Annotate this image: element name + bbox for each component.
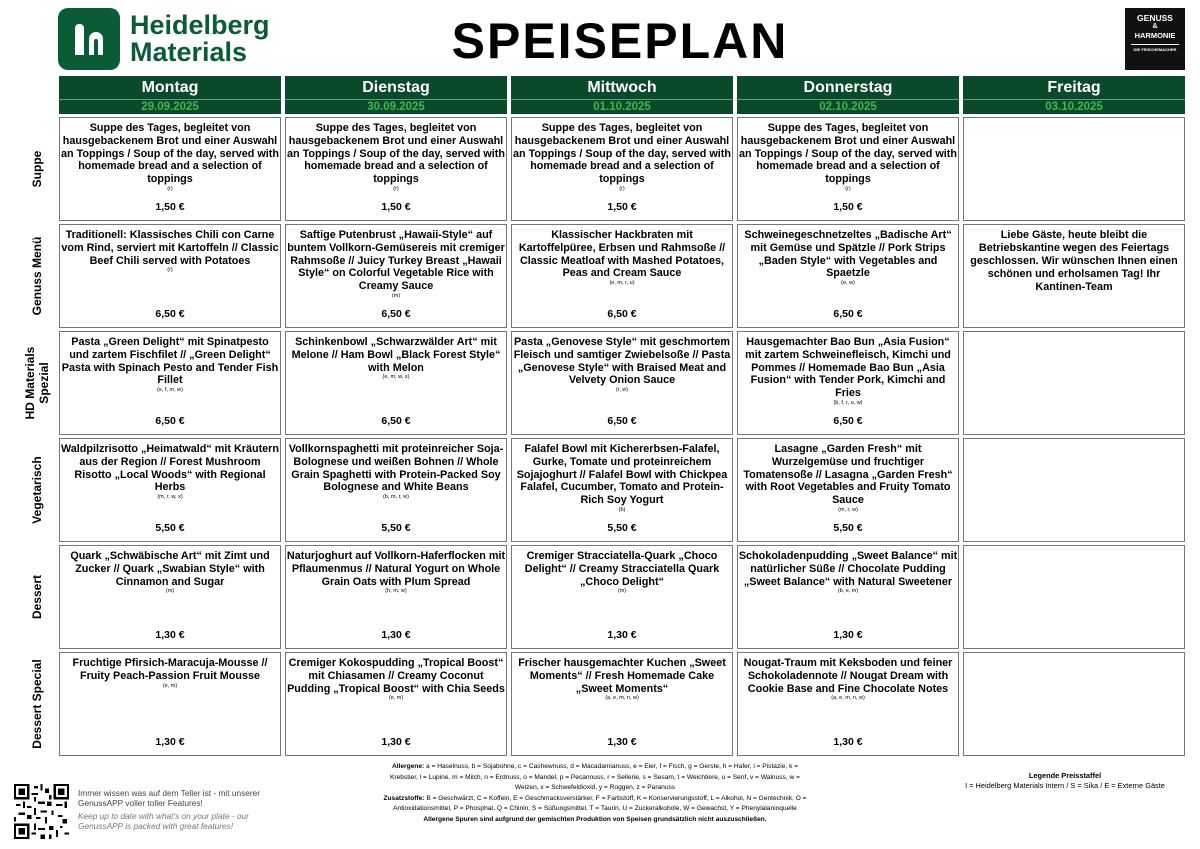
- brand-name: [130, 12, 270, 66]
- menu-cell: Nougat-Traum mit Keksboden und feiner Schokoladennote // Nougat Dream with Cookie Base and Fine Chocolate Notes (a, e, m, n, w) 1,30 €: [737, 652, 959, 756]
- row-label-vegetarisch: Vegetarisch: [30, 456, 44, 524]
- allergene-label: Allergene:: [391, 763, 425, 770]
- date-donnerstag: 02.10.2025: [737, 99, 959, 114]
- menu-cell-empty: [963, 545, 1185, 649]
- zusatz-text: B = Geschwärzt, C = Koffein, E = Geschmacksverstärker, F = Farbstoff, K = Konservierungsstoff, L = Alkohol, N = Gentechnik, O = Antioxidationsmittel, P = Phosphat, Q = Chinin, S = Süßungsmittel, T = Taurin, U = Zuckeralkohole, W = Gewachst, Y = Phenylalaninquelle: [393, 794, 807, 813]
- menu-cell: Schinkenbowl „Schwarzwälder Art“ mit Melone // Ham Bowl „Black Forest Style“ with Melon (e, m, w, x) 6,50 €: [285, 331, 507, 435]
- price-legend-text: I = Heidelberg Materials Intern / S = Sika / E = Externe Gäste: [965, 781, 1165, 790]
- brand-line-2: Materials: [130, 37, 248, 67]
- menu-cell-empty: [963, 438, 1185, 542]
- allergene-text: a = Haselnuss, b = Sojabohne, c = Cashewnuss, d = Macadamianuss, e = Eier, f = Fisch, g = Gerste, h = Hafer, i = Pistazie, k = Krebstier, l = Lupine, m = Milch, n = Erdnuss, o = Mandel, p = Pecannuss, r = Sellerie, s = Sesam, t = Weichtiere, u = Senf, v = Walnuss, w = Weizen, x = Schwefeldioxid, y = Roggen, z = Paranuss: [390, 763, 800, 792]
- menu-cell: Cremiger Kokospudding „Tropical Boost“ mit Chiasamen // Creamy Coconut Pudding „Tropical Boost“ with Chia Seeds (e, m) 1,30 €: [285, 652, 507, 756]
- closed-notice-cell: [963, 224, 1185, 328]
- day-header-freitag: Freitag: [963, 76, 1185, 99]
- row-label-genuss-menu: Genuss Menü: [30, 236, 44, 316]
- menu-cell: Suppe des Tages, begleitet von hausgebackenem Brot und einer Auswahl an Toppings / Soup of the day, served with homemade bread and a selection of toppings (r) 1,50 €: [737, 117, 959, 221]
- menu-cell: Schokoladenpudding „Sweet Balance“ mit natürlicher Süße // Chocolate Pudding „Sweet Balance“ with Natural Sweetener (b, e, m) 1,30 €: [737, 545, 959, 649]
- menu-cell: Falafel Bowl mit Kichererbsen-Falafel, Gurke, Tomate und proteinreichem Sojajoghurt // Falafel Bowl with Chickpea Falafel, Cucumber, Tomato and Protein-Rich Soy Yogurt (b) 5,50 €: [511, 438, 733, 542]
- badge-line-3: DIE FRISCHEMACHER: [1133, 47, 1177, 52]
- menu-cell: Vollkornspaghetti mit proteinreicher Soja-Bolognese und weißen Bohnen // Whole Grain Spaghetti with Protein-Packed Soy Bolognese and White Beans (b, m, r, w) 5,50 €: [285, 438, 507, 542]
- heidelberg-logo-icon: [58, 8, 120, 70]
- date-montag: 29.09.2025: [59, 99, 281, 114]
- page-title: SPEISEPLAN: [451, 13, 789, 69]
- date-mittwoch: 01.10.2025: [511, 99, 733, 114]
- menu-cell: Traditionell: Klassisches Chili con Carne vom Rind, serviert mit Kartoffeln // Classic Beef Chili served with Potatoes (r) 6,50 €: [59, 224, 281, 328]
- genuss-harmonie-logo: [1125, 8, 1185, 70]
- menu-cell-empty: [963, 331, 1185, 435]
- price-legend-title: Legende Preisstaffel: [1028, 771, 1102, 780]
- day-header-donnerstag: Donnerstag: [737, 76, 959, 99]
- day-header-mittwoch: Mittwoch: [511, 76, 733, 99]
- day-header-dienstag: Dienstag: [285, 76, 507, 99]
- allergen-legend: [380, 762, 810, 826]
- price-legend: [940, 771, 1190, 791]
- menu-cell: Suppe des Tages, begleitet von hausgebackenem Brot und einer Auswahl an Toppings / Soup of the day, served with homemade bread and a selection of toppings (r) 1,50 €: [59, 117, 281, 221]
- menu-cell: Waldpilzrisotto „Heimatwald“ mit Kräutern aus der Region // Forest Mushroom Risotto „Local Woods“ with Regional Herbs (m, r, w, x) 5,50 €: [59, 438, 281, 542]
- app-promo-en: Keep up to date with what's on your plate - our GenussAPP is packed with great features!: [78, 811, 249, 831]
- menu-cell: Suppe des Tages, begleitet von hausgebackenem Brot und einer Auswahl an Toppings / Soup of the day, served with homemade bread and a selection of toppings (r) 1,50 €: [285, 117, 507, 221]
- row-label-suppe: Suppe: [30, 150, 44, 188]
- row-label-hd-materials-spezial: HD Materials Spezial: [23, 346, 51, 420]
- row-label-dessert: Dessert: [30, 574, 44, 620]
- menu-cell: Hausgemachter Bao Bun „Asia Fusion“ mit zartem Schweinefleisch, Kimchi und Pommes // Homemade Bao Bun „Asia Fusion“ with Tender Pork, Kimchi and Fries (b, f, r, u, w) 6,50 €: [737, 331, 959, 435]
- menu-cell-empty: [963, 117, 1185, 221]
- menu-cell: Frischer hausgemachter Kuchen „Sweet Moments“ // Fresh Homemade Cake „Sweet Moments“ (a, e, m, n, w) 1,30 €: [511, 652, 733, 756]
- menu-cell: Klassischer Hackbraten mit Kartoffelpüree, Erbsen und Rahmsoße // Classic Meatloaf with Mashed Potatoes, Peas and Cream Sauce (e, m, r, u) 6,50 €: [511, 224, 733, 328]
- day-header-montag: Montag: [59, 76, 281, 99]
- menu-cell: Cremiger Stracciatella-Quark „Choco Delight“ // Creamy Stracciatella Quark „Choco Delight“ (m) 1,30 €: [511, 545, 733, 649]
- closed-notice: Liebe Gäste, heute bleibt die Betriebskantine wegen des Feiertags geschlossen. Wir wünschen Ihnen einen schönen und erholsamen Tag! Ihr Kantinen-Team: [970, 229, 1178, 293]
- spuren-note: Allergene Spuren sind aufgrund der gemischten Produktion von Speisen grundsätzlich nicht auszuschließen.: [423, 815, 767, 823]
- menu-cell: Lasagne „Garden Fresh“ mit Wurzelgemüse und fruchtiger Tomatensoße // Lasagna „Garden Fresh“ with Root Vegetables and Fruity Tomato Sauce (m, r, w) 5,50 €: [737, 438, 959, 542]
- menu-cell: Pasta „Green Delight“ mit Spinatpesto und zartem Fischfilet // „Green Delight“ Pasta with Spinach Pesto and Tender Fish Fillet (e, f, m, w) 6,50 €: [59, 331, 281, 435]
- menu-cell: Quark „Schwäbische Art“ mit Zimt und Zucker // Quark „Swabian Style“ with Cinnamon and Sugar (m) 1,30 €: [59, 545, 281, 649]
- badge-line-2: HARMONIE: [1134, 31, 1176, 40]
- date-freitag: 03.10.2025: [963, 99, 1185, 114]
- menu-cell: Pasta „Genovese Style“ mit geschmortem Fleisch und samtiger Zwiebelsoße // Pasta „Genovese Style“ with Braised Meat and Velvety Onion Sauce (r, w) 6,50 €: [511, 331, 733, 435]
- row-label-dessert-special: Dessert Special: [30, 659, 44, 749]
- menu-cell: Naturjoghurt auf Vollkorn-Haferflocken mit Pflaumenmus // Natural Yogurt on Whole Grain Oats with Plum Spread (h, m, w) 1,30 €: [285, 545, 507, 649]
- badge-line-1: GENUSS: [1137, 13, 1173, 23]
- zusatz-label: Zusatzstoffe:: [383, 794, 425, 802]
- menu-cell: Fruchtige Pfirsich-Maracuja-Mousse // Fruity Peach-Passion Fruit Mousse (e, m) 1,30 €: [59, 652, 281, 756]
- app-promo-de: Immer wissen was auf dem Teller ist - mit unserer GenussAPP voller toller Features!: [78, 788, 260, 808]
- menu-cell: Saftige Putenbrust „Hawaii-Style“ auf buntem Vollkorn-Gemüsereis mit cremiger Rahmsoße // Juicy Turkey Breast „Hawaii Style“ on Colorful Vegetable Rice with Creamy Sauce (m) 6,50 €: [285, 224, 507, 328]
- brand-line-1: Heidelberg: [130, 10, 270, 40]
- menu-cell: Schweinegeschnetzeltes „Badische Art“ mit Gemüse und Spätzle // Pork Strips „Baden Style“ with Vegetables and Spaetzle (e, w) 6,50 €: [737, 224, 959, 328]
- menu-cell: Suppe des Tages, begleitet von hausgebackenem Brot und einer Auswahl an Toppings / Soup of the day, served with homemade bread and a selection of toppings (r) 1,50 €: [511, 117, 733, 221]
- badge-amp: &: [1152, 23, 1158, 30]
- date-dienstag: 30.09.2025: [285, 99, 507, 114]
- qr-code-icon[interactable]: [14, 784, 69, 839]
- menu-cell-empty: [963, 652, 1185, 756]
